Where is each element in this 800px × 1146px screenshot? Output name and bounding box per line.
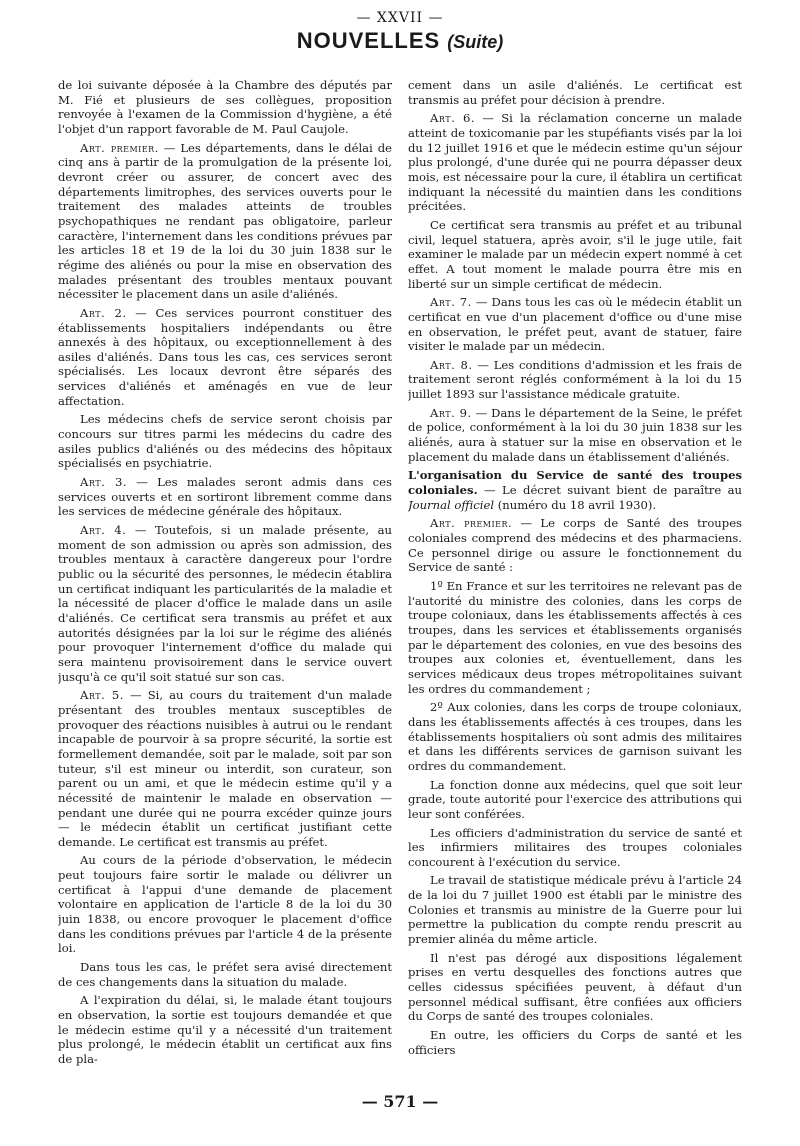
article-9 xyxy=(408,406,742,465)
paragraph: A l'expiration du délai, si, le malade étant toujours en observation, la sortie est toujours demandée et que le médecin estime qu'il y a nécessité d'un traitement plus prolongé, le médecin établit un certificat aux fins de pla- xyxy=(58,993,392,1066)
list-item: 1º En France et sur les territoires ne relevant pas de l'autorité du ministre des colonies, dans les corps de troupe coloniaux, dans les établissements affectés à ces troupes, dans les services et établissements organisés par le département des colonies, en vue des besoins des troupes aux colonies et, éventuellement, dans les services médicaux deus tropes métropolitaines suivant les ordres du commandement ; xyxy=(408,579,742,696)
paragraph: La fonction donne aux médecins, quel que soit leur grade, toute autorité pour l'exercice des attributions qui leur sont conférées. xyxy=(408,777,742,821)
article-3 xyxy=(58,475,392,519)
roman-page-number: — XXVII — xyxy=(356,10,444,26)
title-suite: (Suite) xyxy=(447,32,504,52)
article-1 xyxy=(58,141,392,302)
paragraph: Il n'est pas dérogé aux dispositions légalement prises en vertu desquelles des fonctions autres que celles cidessus spécifiées peuvent, à défaut d'un personnel médical suffisant, être confiées aux officiers du Corps de santé des troupes coloniales. xyxy=(408,950,742,1024)
article-text: — Les malades seront admis dans ces services ouverts et en sortiront librement comme dans les services de médecine générale des hôpitaux. xyxy=(58,475,392,519)
paragraph: Dans tous les cas, le préfet sera avisé directement de ces changements dans la situation du malade. xyxy=(58,960,392,989)
article-7 xyxy=(408,295,742,354)
paragraph: Ce certificat sera transmis au préfet et au tribunal civil, lequel statuera, après avoir, s'il le juge utile, fait examiner le malade par un médecin expert nommé à cet effet. A tout moment le malade pourra être mis en liberté sur un simple certificat de médecin. xyxy=(408,217,742,291)
decree-article-1 xyxy=(408,516,742,575)
article-6 xyxy=(408,111,742,214)
section-text: — Le décret suivant bient de paraître au xyxy=(477,483,742,498)
journal-title: Journal officiel xyxy=(408,497,495,512)
article-text: — Toutefois, si un malade présente, au moment de son admission ou après son admission, des troubles mentaux à caractère dangereux pour l'ordre public ou la sécurité des personnes, le médecin établira un certificat indiquant les particularités de la maladie et la nécessité de placer d'office le malade dans un asile d'aliénés. Ce certificat sera transmis au préfet et aux autorités désignées par la loi sur le régime des aliénés pour provoquer l'internement d'office du malade qui sera maintenu provisoirement dans le service ouvert jusqu'à ce qu'il soit statué sur son cas. xyxy=(58,523,392,684)
paragraph: En outre, les officiers du Corps de santé et les officiers xyxy=(408,1028,742,1057)
article-label: Art. 3. xyxy=(80,475,128,490)
article-4 xyxy=(58,523,392,684)
paragraph: cement dans un asile d'aliénés. Le certificat est transmis au préfet pour décision à prendre. xyxy=(408,78,742,107)
article-label: Art. 4. xyxy=(80,523,127,538)
section-organisation xyxy=(408,468,742,512)
article-8 xyxy=(408,358,742,402)
article-label: Art. premier. xyxy=(80,140,159,155)
article-text: — Les départements, dans le délai de cinq ans à partir de la promulgation de la présente loi, devront créer ou assurer, de concert avec des départements limitrophes, des services ouverts pour le traitement des malades atteints de troubles psychopathiques ne rendant pas obligatoire, parleur caractère, l'internement dans les conditions prévues par les articles 18 et 19 de la loi du 30 juin 1838 sur le régime des aliénés ou pour la mise en observation des malades présentant des troubles mentaux pouvant nécessiter le placement dans un asile d'aliénés. xyxy=(58,140,392,302)
article-label: Art. premier. xyxy=(430,516,513,531)
article-text: — Ces services pourront constituer des établissements hospitaliers indépendants ou être annexés à des hôpitaux, ou exceptionnellement à des asiles d'aliénés. Dans tous les cas, ces services seront spécialisés. Les locaux devront être séparés des services d'aliénés et aménagés en vue de leur affectation. xyxy=(58,305,392,408)
article-5 xyxy=(58,688,392,849)
title-text: NOUVELLES xyxy=(296,28,441,53)
right-column xyxy=(408,78,742,1088)
paragraph: de loi suivante déposée à la Chambre des députés par M. Fié et plusieurs de ses collègues, proposition renvoyée à l'examen de la Commission d'hygiène, a été l'objet d'un rapport favorable de M. Paul Caujole. xyxy=(58,78,392,136)
paragraph: Les médecins chefs de service seront choisis par concours sur titres parmi les médecins du cadre des asiles publics d'aliénés ou des médecins des hôpitaux spécialisés en psychiatrie. xyxy=(58,412,392,471)
section-text-end: (numéro du 18 avril 1930). xyxy=(494,497,657,512)
left-column xyxy=(58,78,392,1088)
article-label: Art. 5. xyxy=(80,688,124,703)
section-heading: L'organisation du Service de santé des troupes coloniales. xyxy=(408,468,742,498)
article-text: — Le corps de Santé des troupes coloniales comprend des médecins et des pharmaciens. Ce personnel dirige ou assure le fonctionnement du Service de santé : xyxy=(408,516,742,575)
article-text: — Dans le département de la Seine, le préfet de police, conformément à la loi du 30 juin 1838 sur les aliénés, aura à statuer sur la mise en observation et le placement du malade dans un établissement d'aliénés. xyxy=(408,405,742,464)
paragraph: Le travail de statistique médicale prévu à l'article 24 de la loi du 7 juillet 1900 est établi par le ministre des Colonies et transmis au ministre de la Guerre pour lui permettre la publication du compte rendu prescrit au premier alinéa du même article. xyxy=(408,873,742,947)
article-text: — Dans tous les cas où le médecin établit un certificat en vue d'un placement d'office ou d'une mise en observation, le préfet peut, avant de statuer, faire visiter le malade par un médecin. xyxy=(408,295,742,354)
article-label: Art. 7. xyxy=(430,295,472,310)
article-label: Art. 8. xyxy=(430,357,473,372)
page-number: — 571 — xyxy=(361,1092,439,1111)
article-text: — Si, au cours du traitement d'un malade présentant des troubles mentaux susceptibles de provoquer des réactions nuisibles à autrui ou le rendant incapable de pourvoir à sa propre sécurité, la sortie est formellement demandée, soit par le malade, soit par son tuteur, s'il est mineur ou interdit, son curateur, son parent ou un ami, et que le médecin estime qu'il y a nécessité de maintenir le malade en observation — pendant une durée qui ne pourra excéder quinze jours — le médecin établit un certificat justifiant cette demande. Le certificat est transmis au préfet. xyxy=(58,688,392,849)
list-item: 2º Aux colonies, dans les corps de troupe coloniaux, dans les établissements affectés à ces troupes, dans les établissements hospitaliers où sont admis des militaires et dans les différents services de garnison suivant les ordres du commandement. xyxy=(408,700,742,773)
article-text: — Les conditions d'admission et les frais de traitement seront réglés conformément à la loi du 15 juillet 1893 sur l'assistance médicale gratuite. xyxy=(408,357,742,402)
article-2 xyxy=(58,306,392,409)
article-label: Art. 9. xyxy=(430,405,472,420)
paragraph: Au cours de la période d'observation, le médecin peut toujours faire sortir le malade ou délivrer un certificat à l'appui d'une demande de placement volontaire en application de l'article 8 de la loi du 30 juin 1838, ou encore provoquer le placement d'office dans les conditions prévues par l'article 4 de la présente loi. xyxy=(58,853,392,956)
article-text: — Si la réclamation concerne un malade atteint de toxicomanie par les stupéfiants visés par la loi du 12 juillet 1916 et que le médecin estime qu'un séjour plus prolongé, d'une durée qui ne pourra dépasser deux mois, est nécessaire pour la cure, il établira un certificat indiquant la nécessité du maintien dans les conditions précitées. xyxy=(408,111,742,214)
article-label: Art. 6. xyxy=(430,111,476,126)
page-title xyxy=(0,28,800,54)
paragraph: Les officiers d'administration du service de santé et les infirmiers militaires des troupes coloniales concourent à l'exécution du service. xyxy=(408,825,742,869)
article-label: Art. 2. xyxy=(80,305,127,320)
